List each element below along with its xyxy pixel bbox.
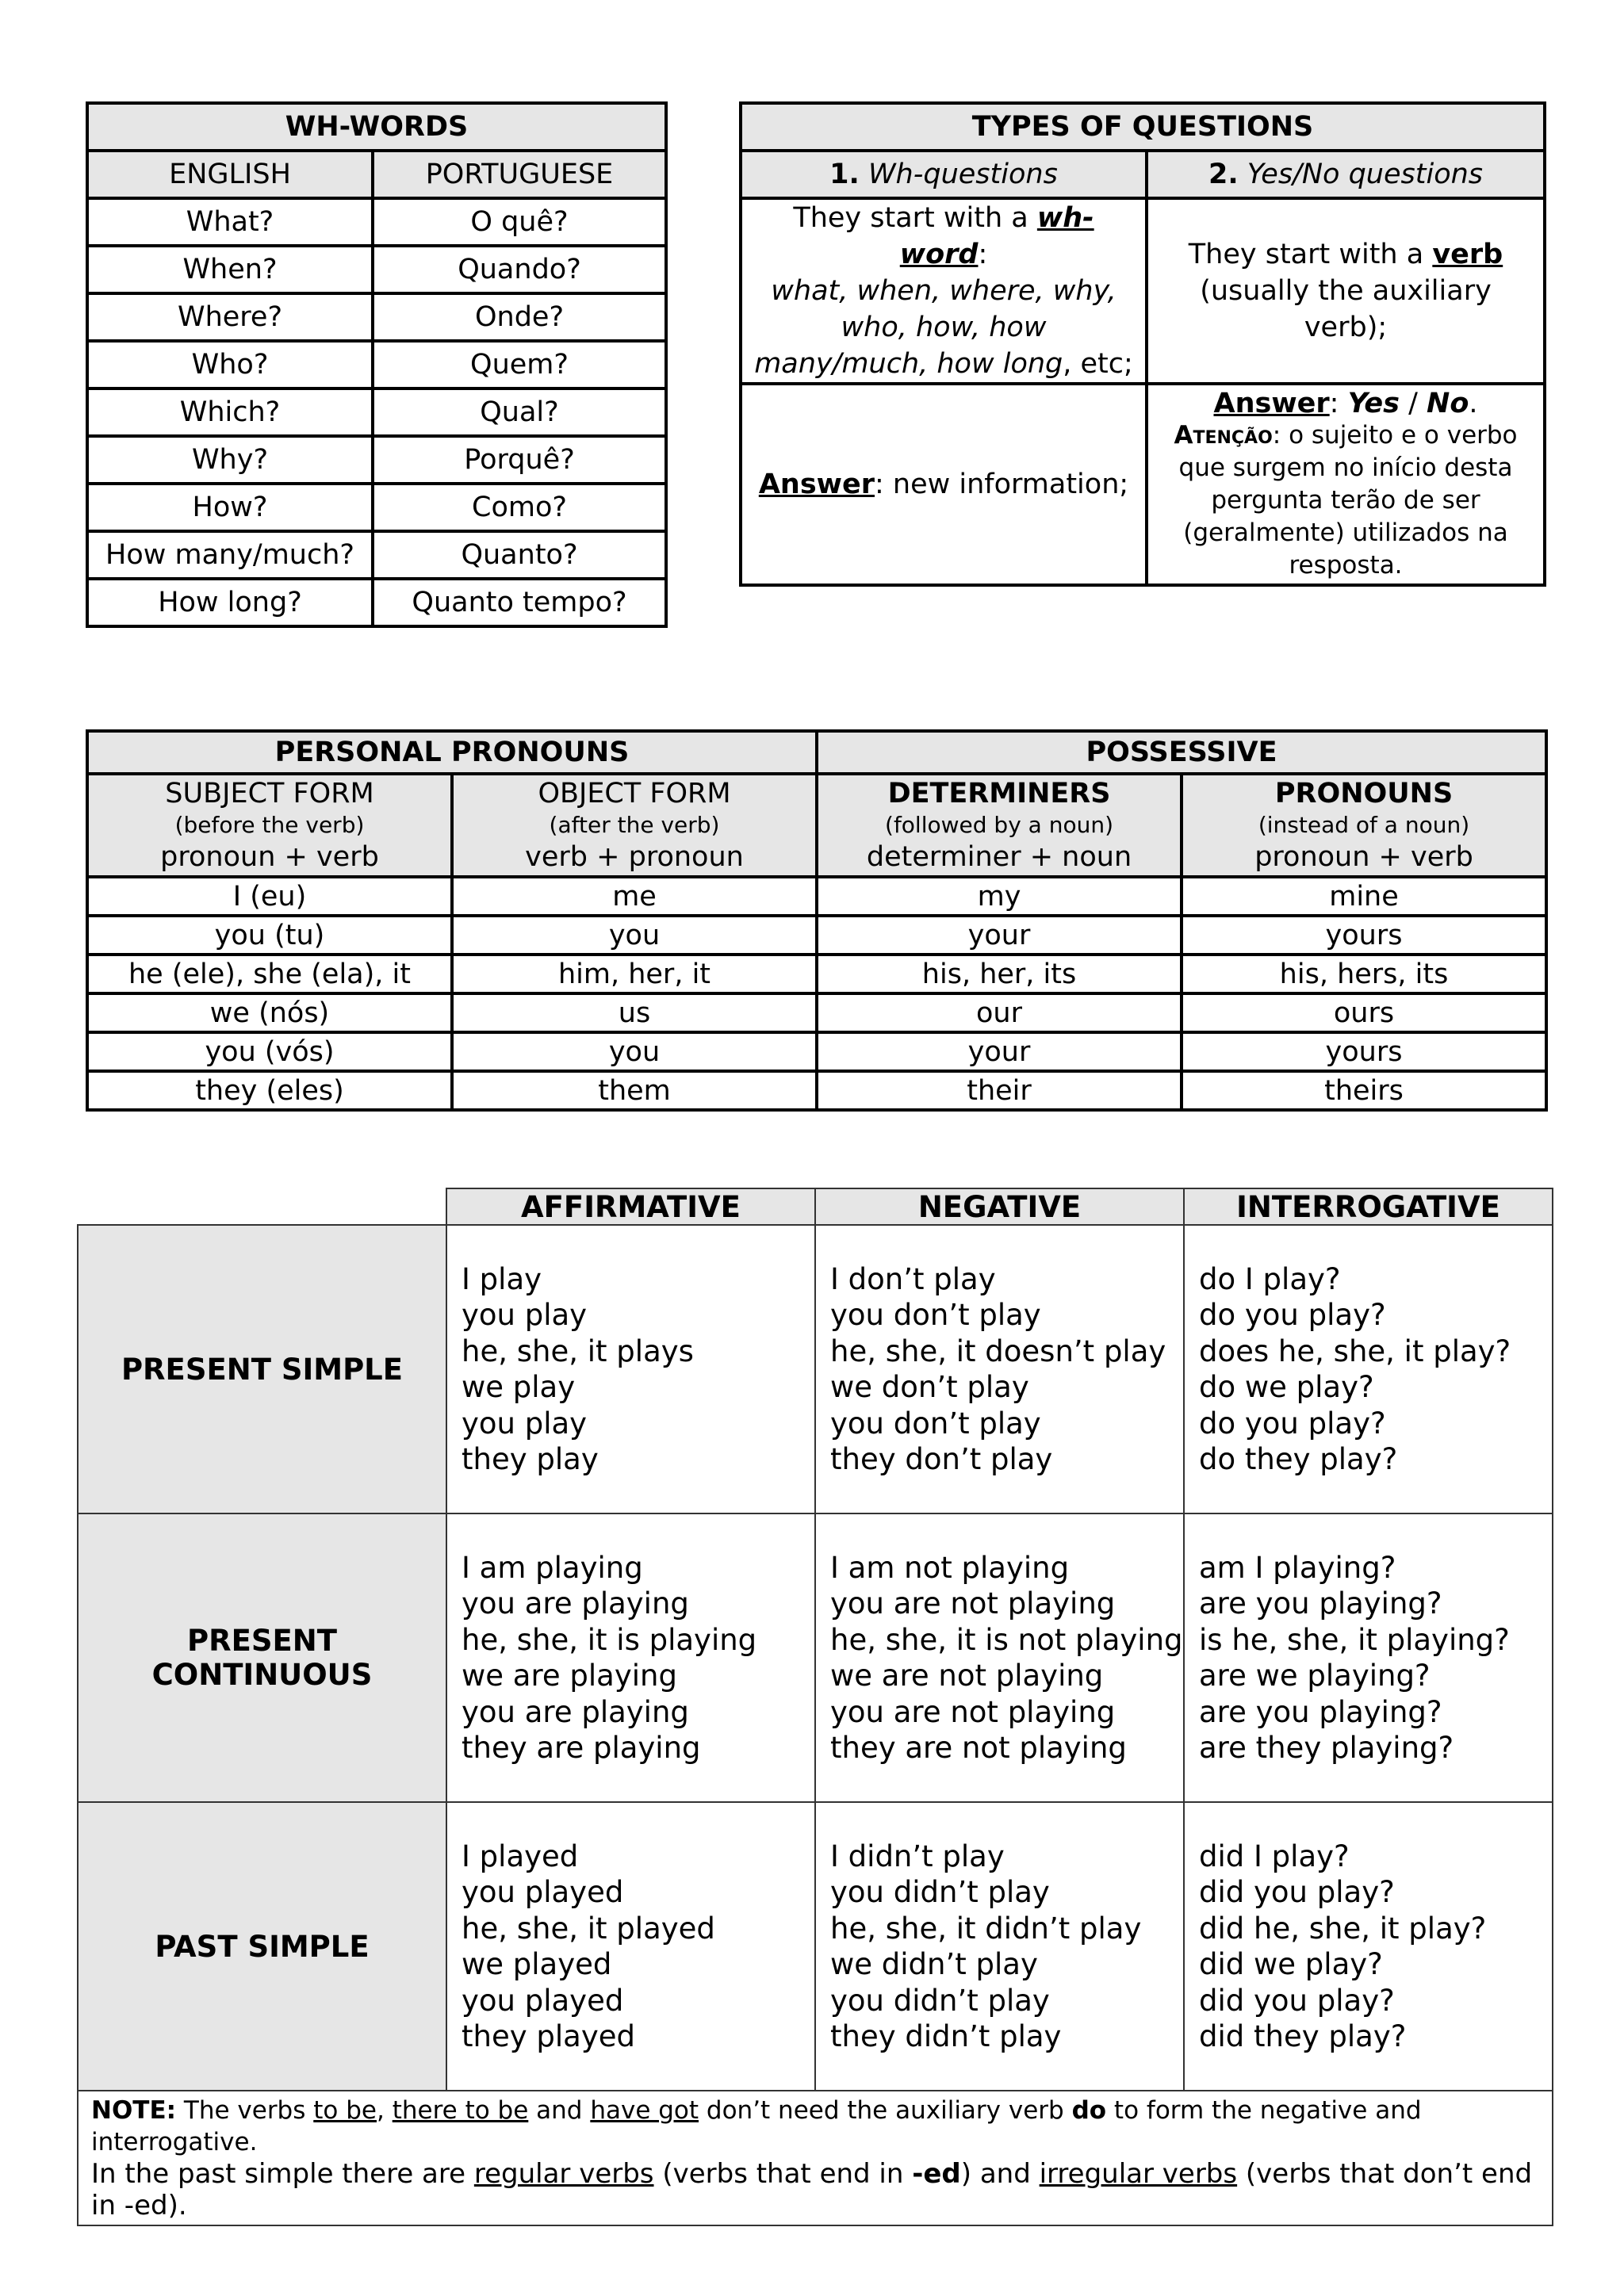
table-row — [87, 293, 666, 341]
possessive-title: POSSESSIVE — [817, 731, 1546, 774]
verb-form: I don’t play — [830, 1261, 996, 1296]
verb-form: do you play? — [1199, 1406, 1386, 1441]
note-text: ) and — [960, 2158, 1040, 2190]
column-header-portuguese: PORTUGUESE — [373, 151, 666, 198]
note-text: and — [528, 2096, 591, 2125]
note-text: , — [376, 2096, 393, 2125]
column-note: (followed by a noun) — [885, 812, 1114, 838]
tense-label: PAST SIMPLE — [78, 1802, 446, 2091]
verb-form: he, she, it played — [462, 1911, 715, 1946]
table-row — [87, 341, 666, 388]
verb-form: we didn’t play — [830, 1947, 1038, 1981]
object-form: you — [452, 1032, 817, 1071]
object-form: us — [452, 993, 817, 1032]
verb-form: we are not playing — [830, 1659, 1104, 1693]
wh-words-title: WH-WORDS — [87, 103, 666, 151]
table-row — [87, 579, 666, 626]
possessive-determiner: your — [817, 916, 1182, 955]
affirmative-forms — [446, 1225, 815, 1513]
wh-questions-description — [741, 198, 1147, 384]
subject-form: you (vós) — [87, 1032, 452, 1071]
note-term: there to be — [392, 2096, 529, 2125]
note-term: regular verbs — [473, 2158, 654, 2190]
verb-form: is he, she, it playing? — [1199, 1622, 1510, 1657]
tense-row-present-simple — [78, 1225, 1553, 1513]
column-formula: verb + pronoun — [525, 841, 744, 873]
possessive-pronoun: mine — [1182, 877, 1546, 916]
column-header-wh-questions — [741, 151, 1147, 198]
column-header-determiners — [817, 774, 1182, 877]
note-term: do — [1071, 2096, 1107, 2125]
note-text: The verbs — [176, 2096, 314, 2125]
yes-no-description — [1147, 198, 1545, 384]
types-of-questions-table — [739, 101, 1546, 587]
subject-form: I (eu) — [87, 877, 452, 916]
affirmative-forms — [446, 1513, 815, 1802]
column-header-subject-form — [87, 774, 452, 877]
note-row — [78, 2091, 1553, 2225]
interrogative-forms — [1184, 1225, 1553, 1513]
object-form: him, her, it — [452, 955, 817, 993]
column-note: (instead of a noun) — [1258, 812, 1470, 838]
verb-form: I am not playing — [830, 1550, 1070, 1585]
verb-form: you play — [462, 1406, 588, 1441]
possessive-pronoun: yours — [1182, 1032, 1546, 1071]
english-word: What? — [87, 198, 373, 246]
table-row — [87, 436, 666, 484]
verb-form: did you play? — [1199, 1875, 1395, 1909]
verb-form: you play — [462, 1298, 588, 1332]
verb-tenses-table — [77, 1188, 1553, 2226]
verb-form: he, she, it plays — [462, 1334, 694, 1368]
tense-label-line: CONTINUOUS — [151, 1658, 373, 1692]
verb-form: did we play? — [1199, 1947, 1383, 1981]
possessive-pronoun: yours — [1182, 916, 1546, 955]
verb-form: am I playing? — [1199, 1550, 1396, 1585]
possessive-determiner: his, her, its — [817, 955, 1182, 993]
interrogative-forms — [1184, 1513, 1553, 1802]
object-form: you — [452, 916, 817, 955]
verb-form: we play — [462, 1370, 576, 1404]
table-row — [87, 993, 1546, 1032]
table-row — [87, 955, 1546, 993]
column-header-yes-no-questions — [1147, 151, 1545, 198]
english-word: How long? — [87, 579, 373, 626]
verb-form: you are playing — [462, 1586, 689, 1621]
table-row — [87, 198, 666, 246]
tense-label-line: PRESENT — [186, 1624, 337, 1658]
subject-form: they (eles) — [87, 1071, 452, 1110]
note-term: irregular verbs — [1039, 2158, 1238, 2190]
verb-form: do they play? — [1199, 1442, 1398, 1476]
verb-form: are they playing? — [1199, 1731, 1454, 1765]
description-text: They start with a — [793, 202, 1037, 234]
subject-form: he (ele), she (ela), it — [87, 955, 452, 993]
table-row — [87, 877, 1546, 916]
verb-form: are we playing? — [1199, 1659, 1431, 1693]
portuguese-word: Quanto? — [373, 531, 666, 579]
note-text: (verbs that don’t end in -ed). — [91, 2158, 1533, 2221]
verb-form: you don’t play — [830, 1406, 1041, 1441]
table-row — [87, 388, 666, 436]
object-form: me — [452, 877, 817, 916]
verb-form: did you play? — [1199, 1983, 1395, 2018]
answer-label: Answer — [758, 469, 875, 500]
verb-form: you don’t play — [830, 1298, 1041, 1332]
verb-form: they didn’t play — [830, 2019, 1062, 2053]
english-word: How? — [87, 484, 373, 531]
answer-label: Answer — [1213, 387, 1330, 419]
note-text: In the past simple there are — [91, 2158, 474, 2190]
note-label: NOTE: — [91, 2096, 177, 2125]
verb-form: he, she, it is playing — [462, 1622, 757, 1657]
table-row — [87, 531, 666, 579]
negative-forms — [815, 1513, 1184, 1802]
verb-form: they don’t play — [830, 1442, 1053, 1476]
pronouns-table — [86, 729, 1548, 1112]
verb-form: you are not playing — [830, 1586, 1116, 1621]
negative-forms — [815, 1802, 1184, 2091]
atencao-label: Atenção — [1174, 420, 1273, 450]
verb-form: he, she, it doesn’t play — [830, 1334, 1166, 1368]
column-name: Yes/No questions — [1247, 159, 1484, 190]
note-term: have got — [590, 2096, 699, 2125]
verb-form: do you play? — [1199, 1298, 1386, 1332]
column-number: 1. — [829, 159, 860, 190]
personal-pronouns-title: PERSONAL PRONOUNS — [87, 731, 817, 774]
key-term: wh-word — [899, 202, 1094, 270]
table-row — [87, 1071, 1546, 1110]
verb-form: are you playing? — [1199, 1586, 1442, 1621]
column-header-affirmative: AFFIRMATIVE — [446, 1188, 815, 1225]
column-head: PRONOUNS — [1274, 778, 1454, 809]
english-word: Why? — [87, 436, 373, 484]
affirmative-forms — [446, 1802, 815, 2091]
column-header-interrogative: INTERROGATIVE — [1184, 1188, 1553, 1225]
verb-form: they are playing — [462, 1731, 701, 1765]
answer-yes: Yes — [1347, 387, 1400, 419]
column-head: SUBJECT FORM — [165, 778, 374, 809]
tense-label — [78, 1513, 446, 1802]
description-text: , etc; — [1063, 348, 1133, 380]
types-title: TYPES OF QUESTIONS — [741, 103, 1545, 151]
object-form: them — [452, 1071, 817, 1110]
column-header-negative: NEGATIVE — [815, 1188, 1184, 1225]
portuguese-word: Porquê? — [373, 436, 666, 484]
english-word: Who? — [87, 341, 373, 388]
examples-text: what, when, where, why, who, how, how many/much, how long — [754, 275, 1116, 380]
possessive-pronoun: theirs — [1182, 1071, 1546, 1110]
key-term: verb — [1432, 239, 1503, 270]
wh-words-table — [86, 101, 668, 628]
yes-no-answer — [1147, 384, 1545, 585]
possessive-pronoun: his, hers, its — [1182, 955, 1546, 993]
verb-form: I am playing — [462, 1550, 643, 1585]
possessive-determiner: their — [817, 1071, 1182, 1110]
table-row — [87, 484, 666, 531]
answer-text: : new information; — [874, 469, 1129, 500]
tense-row-past-simple — [78, 1802, 1553, 2091]
possessive-determiner: your — [817, 1032, 1182, 1071]
verb-form: I didn’t play — [830, 1839, 1005, 1873]
portuguese-word: O quê? — [373, 198, 666, 246]
note — [78, 2091, 1553, 2225]
column-note: (before the verb) — [174, 812, 365, 838]
table-row — [87, 916, 1546, 955]
tense-row-present-continuous — [78, 1513, 1553, 1802]
portuguese-word: Como? — [373, 484, 666, 531]
verb-form: I play — [462, 1261, 542, 1296]
verb-form: did they play? — [1199, 2019, 1407, 2053]
verb-form: did he, she, it play? — [1199, 1911, 1487, 1946]
verb-form: are you playing? — [1199, 1694, 1442, 1729]
verb-form: they are not playing — [830, 1731, 1127, 1765]
answer-text: : — [1329, 387, 1348, 419]
note-text: to form the negative and interrogative. — [91, 2096, 1422, 2156]
description-text: (usually the auxiliary verb); — [1200, 275, 1492, 343]
verb-form: you didn’t play — [830, 1983, 1050, 2018]
portuguese-word: Quanto tempo? — [373, 579, 666, 626]
portuguese-word: Qual? — [373, 388, 666, 436]
wh-questions-answer — [741, 384, 1147, 585]
verb-form: do we play? — [1199, 1370, 1374, 1404]
portuguese-word: Quem? — [373, 341, 666, 388]
subject-form: you (tu) — [87, 916, 452, 955]
column-number: 2. — [1208, 159, 1239, 190]
description-text: : — [978, 239, 988, 270]
note-term: to be — [313, 2096, 377, 2125]
column-header-english: ENGLISH — [87, 151, 373, 198]
verb-form: we are playing — [462, 1659, 677, 1693]
column-formula: determiner + noun — [866, 841, 1132, 873]
note-term: -ed — [912, 2158, 961, 2190]
verb-form: they play — [462, 1442, 599, 1476]
verb-form: I played — [462, 1839, 579, 1873]
empty-corner — [78, 1188, 446, 1225]
possessive-determiner: our — [817, 993, 1182, 1032]
portuguese-word: Quando? — [373, 246, 666, 293]
english-word: How many/much? — [87, 531, 373, 579]
verb-form: do I play? — [1199, 1261, 1341, 1296]
column-note: (after the verb) — [549, 812, 720, 838]
description-text: They start with a — [1188, 239, 1433, 270]
column-head: DETERMINERS — [887, 778, 1111, 809]
atencao-text: : o sujeito e o verbo que surgem no início desta pergunta terão de ser (geralmente) utilizados na resposta. — [1178, 420, 1518, 580]
english-word: When? — [87, 246, 373, 293]
column-formula: pronoun + verb — [160, 841, 379, 873]
column-name: Wh-questions — [868, 159, 1058, 190]
column-header-object-form — [452, 774, 817, 877]
verb-form: you played — [462, 1875, 624, 1909]
table-row — [87, 1032, 1546, 1071]
answer-no: No — [1427, 387, 1469, 419]
english-word: Which? — [87, 388, 373, 436]
answer-text: . — [1469, 387, 1478, 419]
possessive-determiner: my — [817, 877, 1182, 916]
subject-form: we (nós) — [87, 993, 452, 1032]
note-text: don’t need the auxiliary verb — [699, 2096, 1072, 2125]
column-head: OBJECT FORM — [538, 778, 731, 809]
interrogative-forms — [1184, 1802, 1553, 2091]
english-word: Where? — [87, 293, 373, 341]
verb-form: you are not playing — [830, 1694, 1116, 1729]
verb-form: you didn’t play — [830, 1875, 1050, 1909]
table-row — [87, 246, 666, 293]
tense-label: PRESENT SIMPLE — [78, 1225, 446, 1513]
possessive-pronoun: ours — [1182, 993, 1546, 1032]
verb-form: they played — [462, 2019, 635, 2053]
verb-form: he, she, it didn’t play — [830, 1911, 1142, 1946]
verb-form: you played — [462, 1983, 624, 2018]
verb-form: we don’t play — [830, 1370, 1029, 1404]
verb-form: does he, she, it play? — [1199, 1334, 1511, 1368]
negative-forms — [815, 1225, 1184, 1513]
column-formula: pronoun + verb — [1254, 841, 1473, 873]
portuguese-word: Onde? — [373, 293, 666, 341]
note-text: (verbs that end in — [653, 2158, 913, 2190]
column-header-pronouns — [1182, 774, 1546, 877]
verb-form: did I play? — [1199, 1839, 1350, 1873]
verb-form: you are playing — [462, 1694, 689, 1729]
verb-form: he, she, it is not playing — [830, 1622, 1183, 1657]
answer-text: / — [1399, 387, 1427, 419]
verb-form: we played — [462, 1947, 612, 1981]
